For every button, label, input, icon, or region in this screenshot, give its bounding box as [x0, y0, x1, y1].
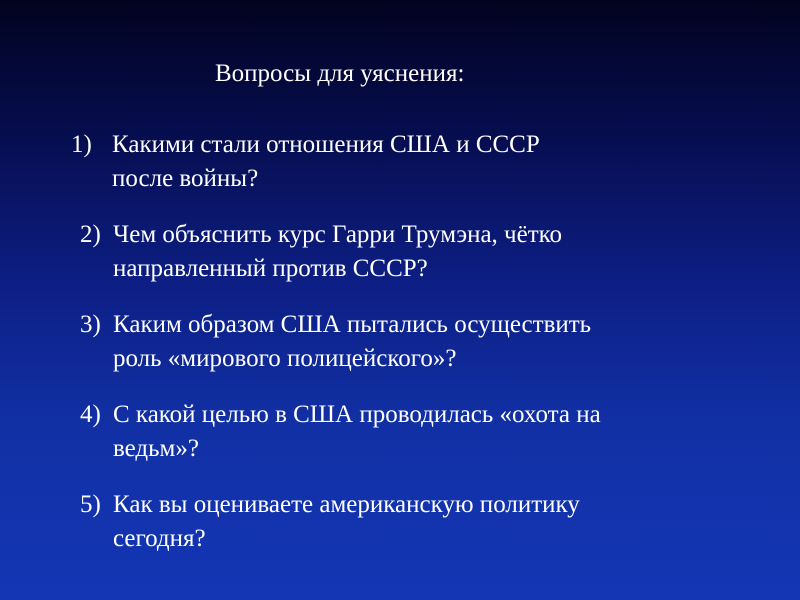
- question-number: 3): [80, 311, 101, 338]
- question-number: 2): [80, 221, 101, 248]
- question-item-1: [71, 128, 540, 196]
- question-line: направленный против СССР?: [113, 255, 428, 282]
- question-item-5: [80, 488, 580, 556]
- question-line: Какими стали отношения США и СССР: [112, 131, 540, 158]
- question-line: роль «мирового полицейского»?: [113, 345, 457, 372]
- question-line: Каким образом США пытались осуществить: [113, 311, 592, 338]
- question-line: Чем объяснить курс Гарри Трумэна, чётко: [113, 221, 563, 248]
- slide-title: Вопросы для уяснения:: [215, 60, 465, 87]
- question-line: С какой целью в США проводилась «охота на: [113, 401, 601, 428]
- question-item-2: [80, 218, 563, 286]
- question-line: Как вы оцениваете американскую политику: [113, 491, 580, 518]
- question-number: 5): [80, 491, 101, 518]
- question-line: сегодня?: [113, 525, 206, 552]
- question-item-4: [80, 398, 601, 466]
- question-number: 4): [80, 401, 101, 428]
- question-line: после войны?: [112, 165, 259, 192]
- question-item-3: [80, 308, 592, 376]
- question-line: ведьм»?: [113, 435, 199, 462]
- question-number: 1): [71, 131, 92, 158]
